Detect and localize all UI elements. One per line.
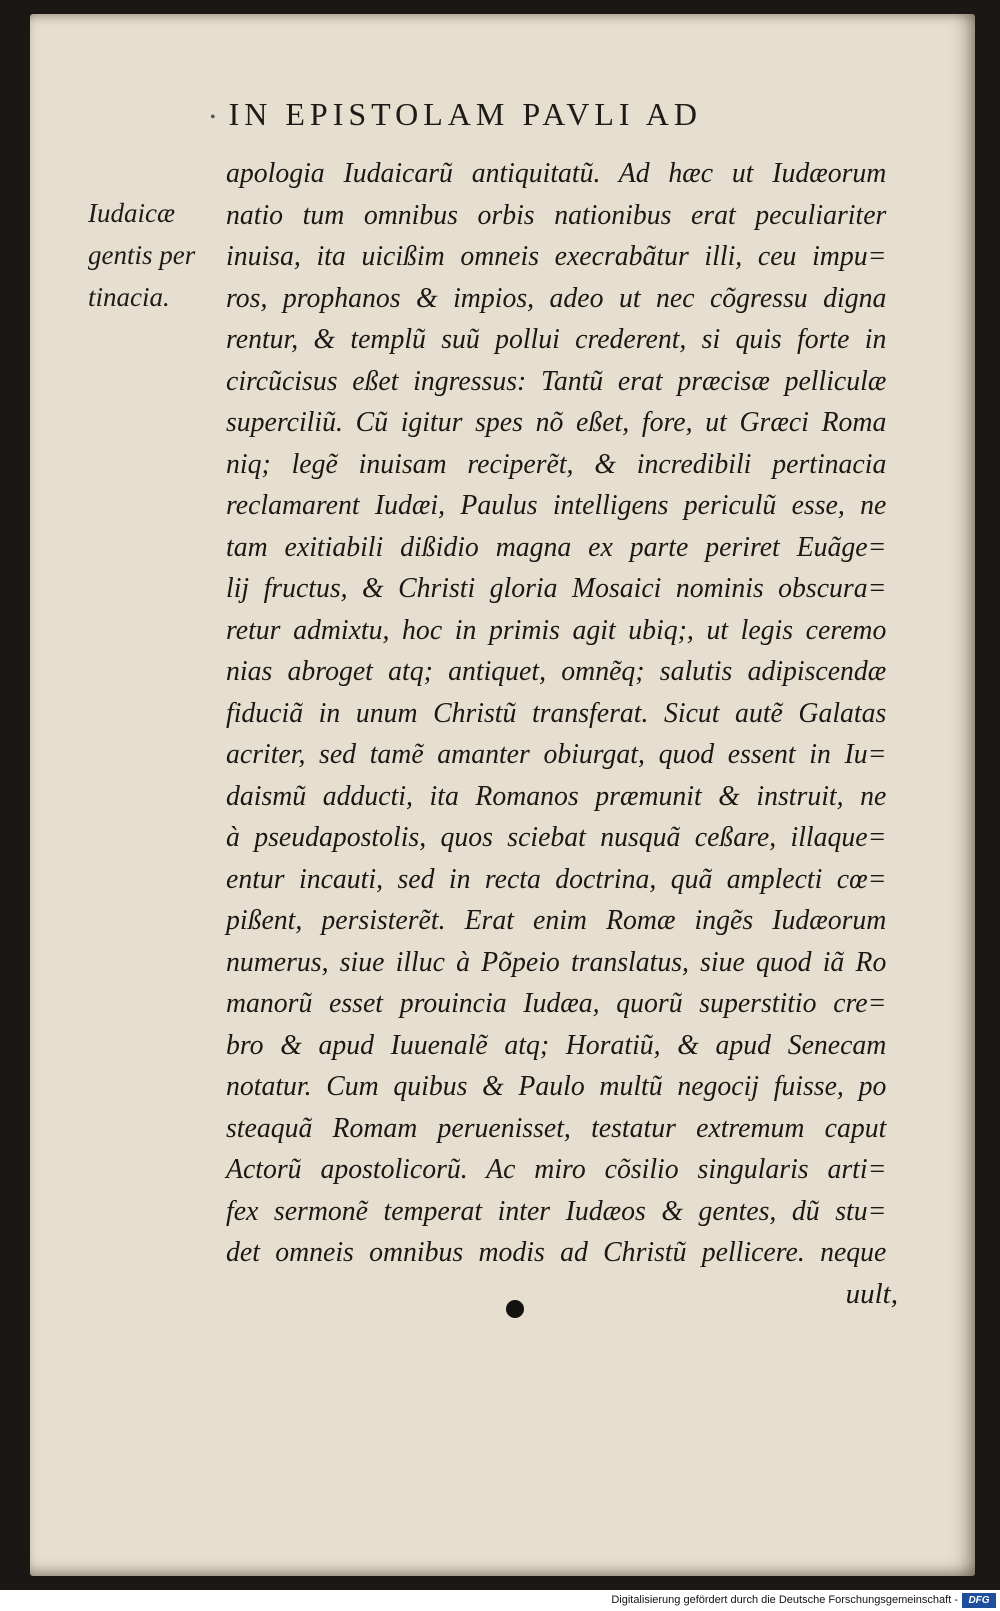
- text-line: entur incauti, sed in recta doctrina, quã amplecti cœ=: [226, 862, 887, 895]
- text-line: rentur, & templũ suũ pollui crederent, si quis forte in: [226, 323, 887, 355]
- text-line: niq; legẽ inuisam reciperẽt, & incredibili pertinacia: [226, 447, 887, 480]
- text-line: reclamarent Iudæi, Paulus intelligens periculũ esse, ne: [226, 489, 887, 521]
- text-line: superciliũ. Cũ igitur spes nõ eßet, fore, ut Græci Roma: [226, 406, 887, 438]
- text-line: steaquã Romam peruenisset, testatur extremum caput: [226, 1111, 887, 1144]
- dfg-logo: DFG: [962, 1593, 996, 1608]
- head-mark: •: [210, 108, 221, 126]
- text-line: retur admixtu, hoc in primis agit ubiq;, ut legis ceremo: [226, 613, 887, 646]
- text-line: acriter, sed tamẽ amanter obiurgat, quod essent in Iu=: [226, 738, 887, 770]
- running-head-text: IN EPISTOLAM PAVLI AD: [228, 96, 702, 132]
- text-line: Actorũ apostolicorũ. Ac miro cõsilio singularis arti=: [226, 1153, 887, 1185]
- text-line: ros, prophanos & impios, adeo ut nec cõgressu digna: [226, 281, 887, 314]
- text-line: natio tum omnibus orbis nationibus erat peculiariter: [226, 198, 887, 231]
- ink-blot: [506, 1300, 524, 1318]
- text-line: inuisa, ita uicißim omneis execrabãtur illi, ceu impu=: [226, 240, 887, 272]
- marginal-note-line: tinacia.: [88, 282, 170, 312]
- text-line: pißent, persisterẽt. Erat enim Romæ ingẽs Iudæorum: [226, 904, 887, 936]
- text-line: tam exitiabili dißidio magna ex parte periret Euãge=: [226, 530, 887, 563]
- marginal-note-line: gentis per: [88, 240, 196, 270]
- text-line: lij fructus, & Christi gloria Mosaici nominis obscura=: [226, 572, 887, 604]
- digitization-credit: Digitalisierung gefördert durch die Deutsche Forschungsgemeinschaft -: [611, 1594, 958, 1606]
- text-line: circũcisus eßet ingressus: Tantũ erat præcisæ pelliculæ: [226, 364, 887, 397]
- text-line: det omneis omnibus modis ad Christũ pellicere. neque: [226, 1236, 887, 1268]
- catchword: uult,: [845, 1278, 898, 1310]
- text-line: nias abroget atq; antiquet, omnẽq; salutis adipiscendæ: [226, 655, 887, 687]
- text-line: fiduciã in unum Christũ transferat. Sicut autẽ Galatas: [226, 696, 887, 729]
- text-line: fex sermonẽ temperat inter Iudæos & gentes, dũ stu=: [226, 1194, 887, 1227]
- text-line: manorũ esset prouincia Iudæa, quorũ superstitio cre=: [226, 987, 887, 1019]
- body-text: [226, 153, 916, 1274]
- text-line: numerus, siue illuc à Põpeio translatus, siue quod iã Ro: [226, 945, 887, 978]
- marginal-note: [88, 192, 228, 318]
- marginal-note-line: Iudaicæ: [88, 198, 175, 228]
- running-head: [210, 96, 830, 133]
- text-line: apologia Iudaicarũ antiquitatũ. Ad hæc ut Iudæorum: [226, 157, 887, 189]
- text-line: à pseudapostolis, quos sciebat nusquã ceßare, illaque=: [226, 821, 887, 853]
- text-line: daismũ adducti, ita Romanos præmunit & instruit, ne: [226, 779, 887, 812]
- text-line: bro & apud Iuuenalẽ atq; Horatiũ, & apud Senecam: [226, 1028, 887, 1061]
- text-line: notatur. Cum quibus & Paulo multũ negocij fuisse, po: [226, 1070, 887, 1102]
